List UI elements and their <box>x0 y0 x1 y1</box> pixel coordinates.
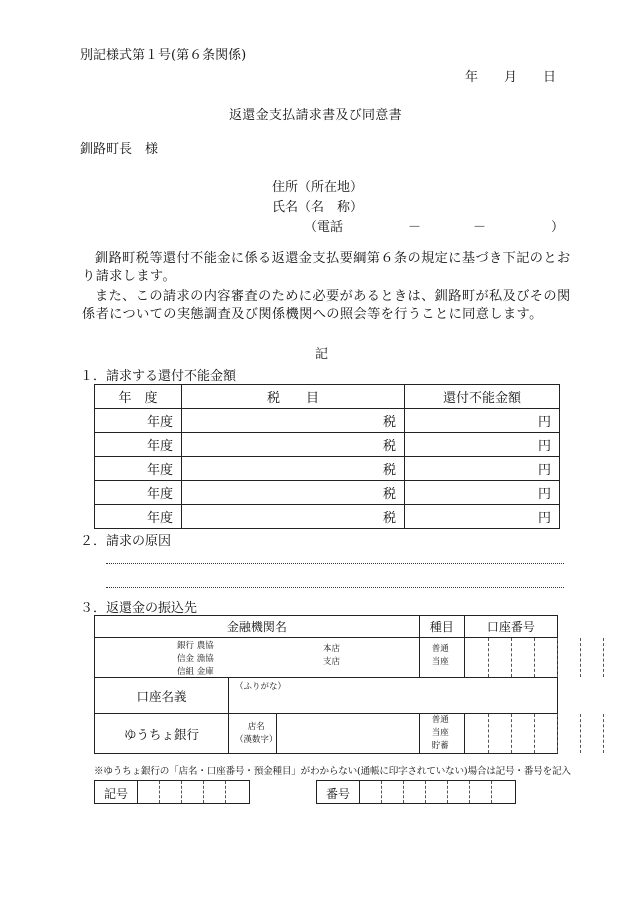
yucho-note: ※ゆうちょ銀行の「店名・口座番号・預金種目」がわからない(通帳に印字されていない)場合は記号・番号を記入 <box>94 766 571 777</box>
year-cell[interactable]: 年度 <box>95 457 182 481</box>
table-row <box>95 433 560 457</box>
reason-line-2[interactable] <box>106 587 564 588</box>
bango-label: 番号 <box>326 787 351 801</box>
yucho-type-current: 当座 <box>431 728 449 738</box>
address-label: 住所（所在地） <box>272 180 364 195</box>
bank-type-1: 銀行 農協 <box>177 641 214 651</box>
tax-cell[interactable]: 税 <box>182 481 405 505</box>
header-amount: 還付不能金額 <box>405 385 560 409</box>
holder-label: 口座名義 <box>95 678 229 714</box>
phone-label: （電話 － － ） <box>304 220 565 235</box>
bank-type-options <box>177 640 214 679</box>
branch-name-text: 店名 <box>247 722 265 732</box>
deposit-type-ordinary: 普通 <box>431 644 449 654</box>
table-row <box>95 505 560 529</box>
header-type: 種目 <box>419 616 464 638</box>
yucho-account-cell[interactable] <box>464 714 557 754</box>
header-tax-item: 税 目 <box>182 385 405 409</box>
bank-name-cell[interactable] <box>95 638 420 678</box>
year-cell[interactable]: 年度 <box>95 409 182 433</box>
yucho-label: ゆうちょ銀行 <box>95 714 229 754</box>
section2-heading: ２．請求の原因 <box>80 534 172 549</box>
kanji-numerals-text: （漢数字） <box>235 735 278 745</box>
ki-heading: 記 <box>315 347 329 362</box>
section1-heading: １．請求する還付不能金額 <box>80 369 237 384</box>
branch-type-branch: 支店 <box>323 657 341 667</box>
bank-type-2: 信金 漁協 <box>177 654 214 664</box>
yucho-type-cell[interactable] <box>419 714 464 754</box>
tax-cell[interactable]: 税 <box>182 409 405 433</box>
consent-paragraph: また、この請求の内容審査のために必要があるときは、釧路町が私及びその関係者についての実態調査及び関係機関への照会等を行うことに同意します。 <box>82 289 571 322</box>
kigo-label: 記号 <box>104 787 129 801</box>
refund-amount-table <box>94 384 560 529</box>
bank-header-row <box>95 616 558 638</box>
date-field: 年 月 日 <box>465 70 557 85</box>
header-year: 年 度 <box>95 385 182 409</box>
table-row <box>95 457 560 481</box>
furigana-label: （ふりがな） <box>235 682 287 692</box>
bank-transfer-table <box>94 615 558 754</box>
request-paragraph: 釧路町税等還付不能金に係る返還金支払要綱第６条の規定に基づき下記のとおり請求します。 <box>82 251 571 284</box>
amount-cell[interactable]: 円 <box>405 481 560 505</box>
yucho-type-savings: 貯蓄 <box>431 741 449 751</box>
bango-box[interactable] <box>316 780 516 804</box>
tax-cell[interactable]: 税 <box>182 457 405 481</box>
reason-line-1[interactable] <box>106 563 564 564</box>
amount-cell[interactable]: 円 <box>405 409 560 433</box>
branch-name-label <box>235 721 278 747</box>
bank-type-3: 信組 金庫 <box>177 667 214 677</box>
branch-type-main: 本店 <box>323 644 341 654</box>
tax-cell[interactable]: 税 <box>182 505 405 529</box>
header-account: 口座番号 <box>464 616 557 638</box>
deposit-type-cell[interactable] <box>419 638 464 678</box>
name-label: 氏名（名 称） <box>272 200 364 215</box>
amount-cell[interactable]: 円 <box>405 505 560 529</box>
deposit-type-current: 当座 <box>431 657 449 667</box>
bank-row <box>95 638 558 678</box>
header-institution: 金融機関名 <box>95 616 420 638</box>
account-number-cell[interactable] <box>464 638 557 678</box>
amount-cell[interactable]: 円 <box>405 433 560 457</box>
form-number: 別記様式第１号(第６条関係) <box>80 48 247 63</box>
amount-cell[interactable]: 円 <box>405 457 560 481</box>
year-cell[interactable]: 年度 <box>95 505 182 529</box>
yucho-type-options <box>432 714 449 753</box>
section3-heading: ３．返還金の振込先 <box>80 601 198 616</box>
tax-cell[interactable]: 税 <box>182 433 405 457</box>
table-header-row <box>95 385 560 409</box>
deposit-type-options <box>432 643 449 669</box>
addressee: 釧路町長 様 <box>80 142 159 157</box>
table-row <box>95 481 560 505</box>
branch-type-options <box>323 643 340 669</box>
branch-name-input[interactable] <box>277 714 420 754</box>
yucho-row <box>95 714 558 754</box>
table-row <box>95 409 560 433</box>
yucho-type-ordinary: 普通 <box>431 715 449 725</box>
year-cell[interactable]: 年度 <box>95 481 182 505</box>
year-cell[interactable]: 年度 <box>95 433 182 457</box>
holder-row <box>95 678 558 714</box>
document-title: 返還金支払請求書及び同意書 <box>229 108 402 123</box>
branch-name-label-cell <box>229 714 277 754</box>
holder-name-cell[interactable] <box>229 678 558 714</box>
kigo-box[interactable] <box>94 780 250 804</box>
